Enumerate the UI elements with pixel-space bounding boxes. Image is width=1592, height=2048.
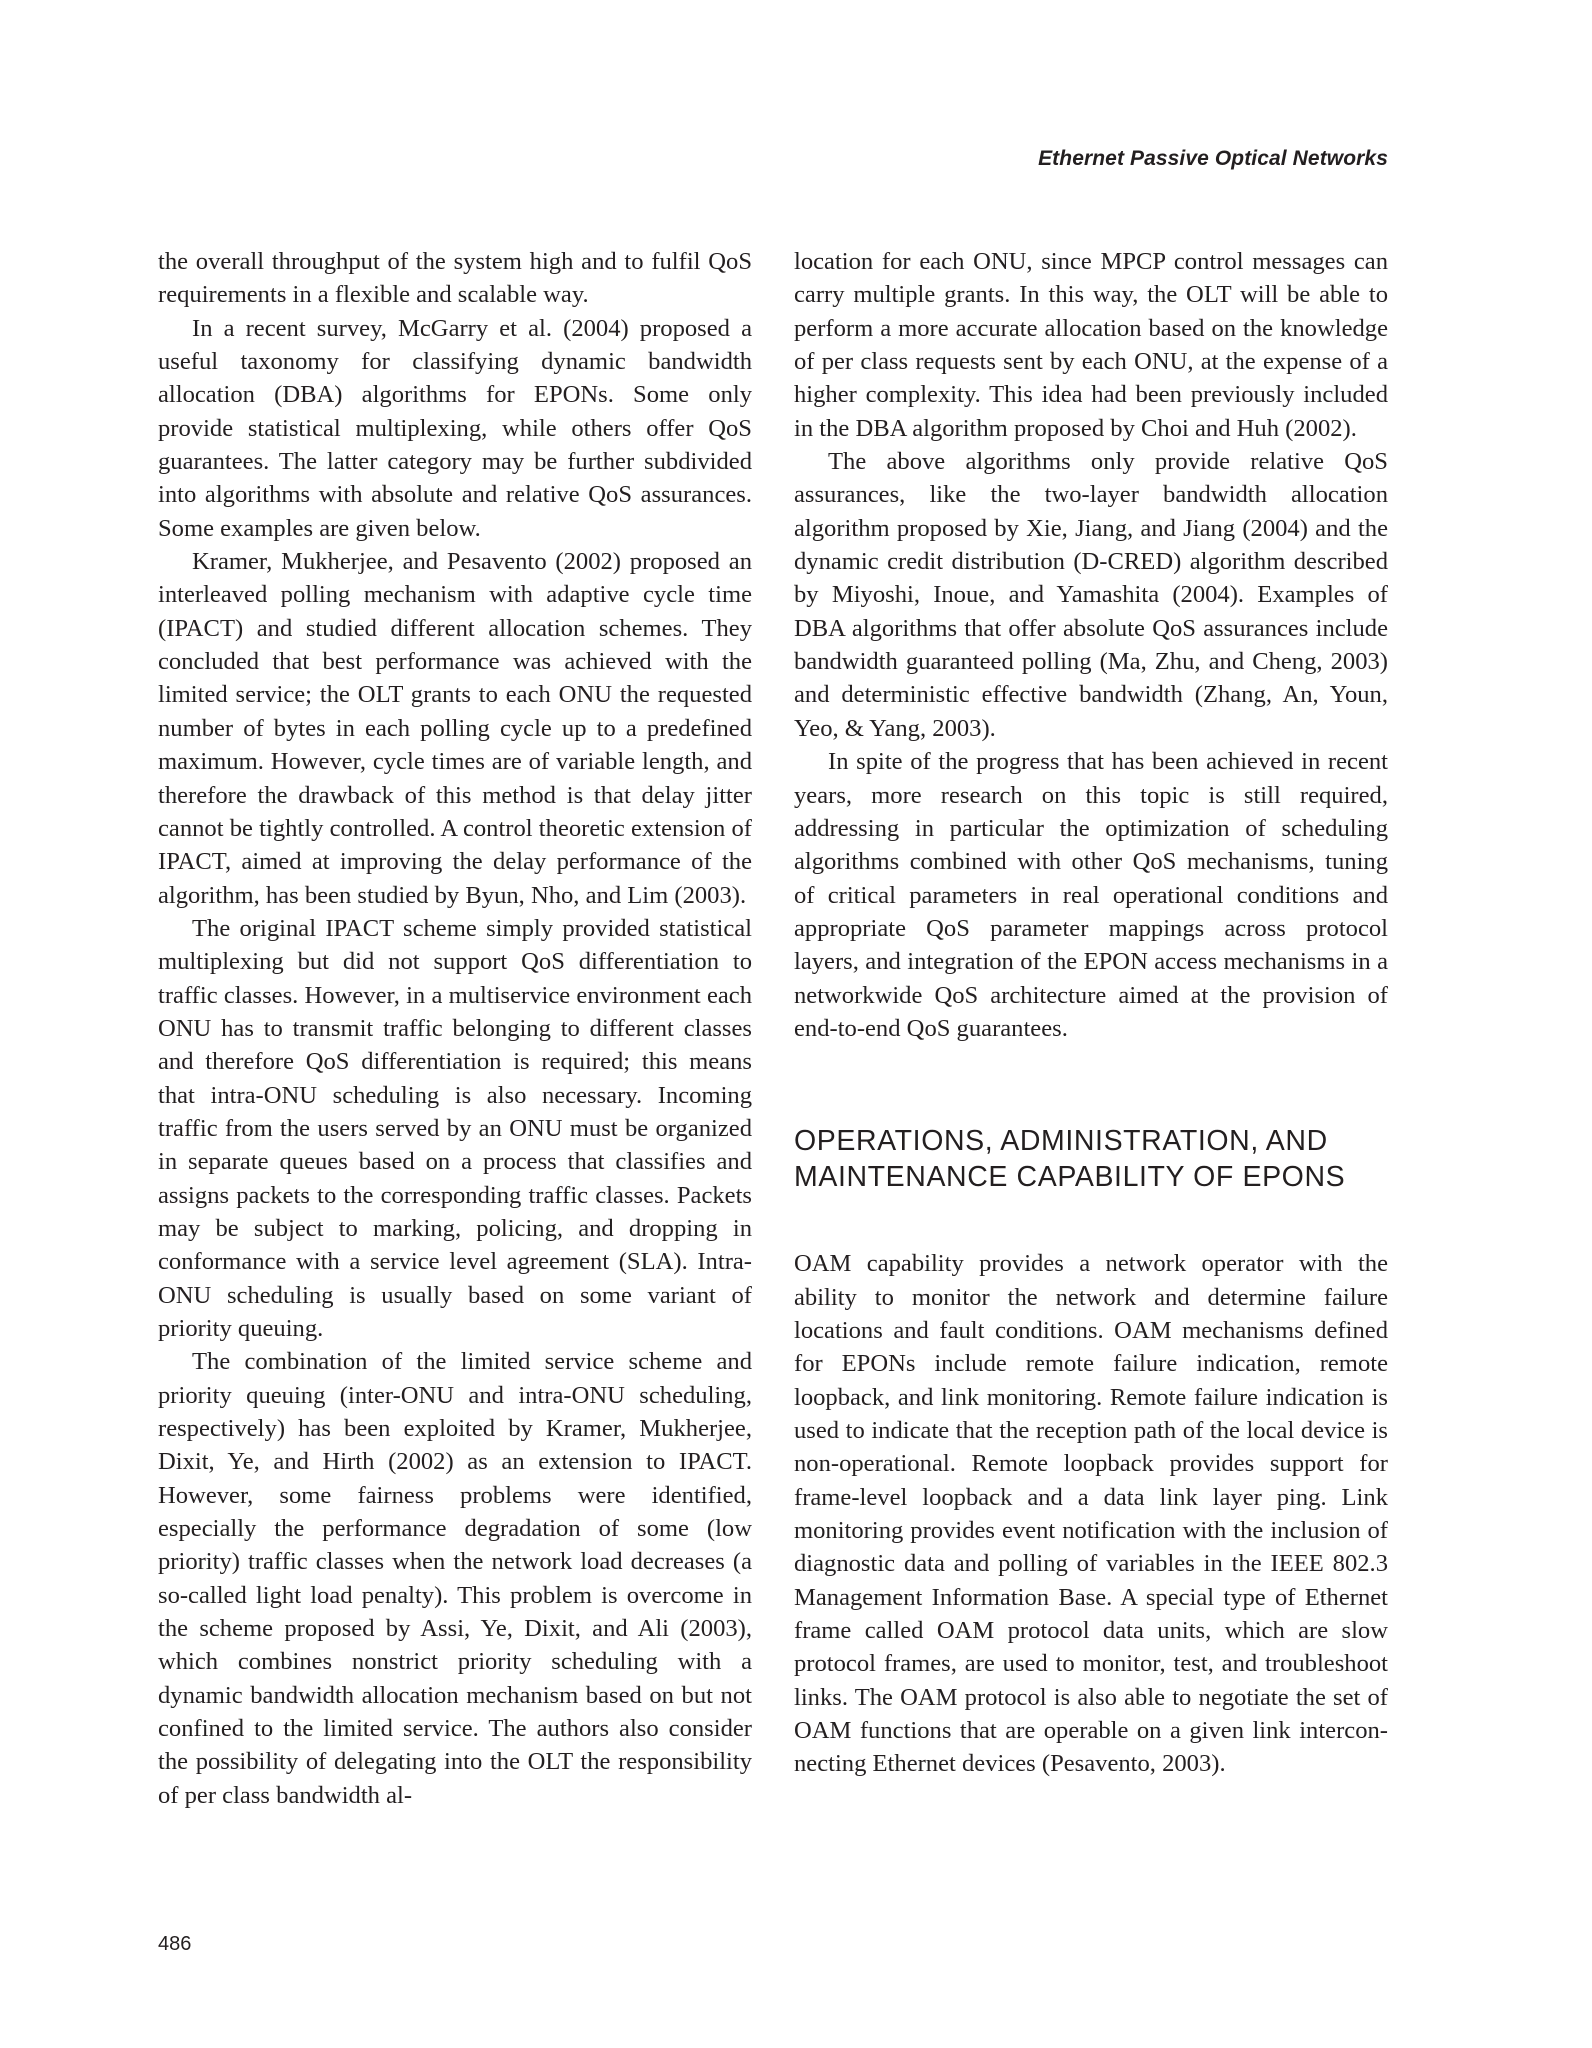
right-column: [794, 245, 1388, 1781]
left-column: [158, 245, 752, 1812]
paragraph: location for each ONU, since MPCP control messages can carry multiple grants. In this way, the OLT will be able to perform a more accurate allocation based on the knowledge of per class requests sent by each ONU, at the expense of a higher complexity. This idea had been previously included in the DBA algorithm proposed by Choi and Huh (2002).: [794, 248, 1388, 442]
paragraph: The above algorithms only provide relative QoS assurances, like the two-layer bandwidth allocation algorithm proposed by Xie, Jiang, and Jiang (2004) and the dynamic credit distribution (D-CRED) algorithm described by Miyoshi, Inoue, and Yamashita (2004). Examples of DBA algorithms that offer absolute QoS assurances include bandwidth guaranteed polling (Ma, Zhu, and Cheng, 2003) and deterministic effective bandwidth (Zhang, An, Youn, Yeo, & Yang, 2003).: [794, 448, 1388, 742]
section-paragraph: OAM capability provides a network operator with the ability to monitor the network and determine failure locations and fault conditions. OAM mechanisms defined for EPONs include remote failure indication, remote loopback, and link monitoring. Remote failure indication is used to indicate that the reception path of the local device is non-operational. Remote loopback provides support for frame-level loopback and a data link layer ping. Link monitoring provides event notification with the inclusion of diagnostic data and polling of variables in the IEEE 802.3 Management Information Base. A special type of Ethernet frame called OAM protocol data units, which are slow protocol frames, are used to monitor, test, and troubleshoot links. The OAM protocol is also able to negotiate the set of OAM functions that are operable on a given link interconnecting Ethernet devices (Pesavento, 2003).: [794, 1250, 1388, 1778]
page-number: 486: [158, 1933, 192, 1955]
paragraph: the overall throughput of the system high and to fulfil QoS requirements in a flexible and scalable way.: [158, 248, 752, 309]
section-heading: [794, 1123, 1388, 1195]
running-header: Ethernet Passive Optical Networks: [1038, 147, 1388, 170]
paragraph: In a recent survey, McGarry et al. (2004) proposed a useful taxonomy for classifying dynamic bandwidth allocation (DBA) algorithms for EPONs. Some only provide statistical multiplexing, while others offer QoS guarantees. The latter category may be further subdivided into algorithms with absolute and relative QoS assurances. Some examples are given below.: [158, 314, 752, 542]
paragraph: Kramer, Mukherjee, and Pesavento (2002) proposed an interleaved polling mechanism with adaptive cycle time (IPACT) and studied different allocation schemes. They concluded that best performance was achieved with the limited service; the OLT grants to each ONU the requested number of bytes in each polling cycle up to a predefined maximum. However, cycle times are of variable length, and therefore the drawback of this method is that delay jitter cannot be tightly controlled. A control theoretic extension of IPACT, aimed at improving the delay performance of the algorithm, has been studied by Byun, Nho, and Lim (2003).: [158, 548, 752, 909]
section-heading-line: MAINTENANCE CAPABILITY OF EPONS: [794, 1161, 1346, 1194]
paragraph: The combination of the limited service scheme and priority queuing (inter-ONU and intra-ONU scheduling, respectively) has been exploited by Kramer, Mukherjee, Dixit, Ye, and Hirth (2002) as an extension to IPACT. However, some fairness problems were identified, especially the performance degradation of some (low priority) traffic classes when the network load decreases (a so-called light load penalty). This problem is overcome in the scheme proposed by Assi, Ye, Dixit, and Ali (2003), which combines nonstrict priority scheduling with a dynamic bandwidth allocation mechanism based on but not confined to the limited service. The authors also consider the possibility of delegating into the OLT the responsibility of per class bandwidth al-: [158, 1348, 752, 1809]
paragraph: The original IPACT scheme simply provided statistical multiplexing but did not support QoS differentiation to traffic classes. However, in a multiservice environment each ONU has to transmit traffic belonging to different classes and therefore QoS differentiation is required; this means that intra-ONU scheduling is also necessary. Incoming traffic from the users served by an ONU must be organized in separate queues based on a process that classifies and assigns packets to the corresponding traffic classes. Packets may be subject to marking, policing, and dropping in conformance with a service level agreement (SLA). Intra-ONU scheduling is usually based on some variant of priority queuing.: [158, 914, 752, 1342]
paragraph: In spite of the progress that has been achieved in recent years, more research on this topic is still required, addressing in particular the optimization of scheduling algorithms combined with other QoS mechanisms, tuning of critical parameters in real operational conditions and appropriate QoS parameter mappings across protocol layers, and integration of the EPON access mechanisms in a networkwide QoS architecture aimed at the provision of end-to-end QoS guarantees.: [794, 748, 1388, 1042]
section-heading-line: OPERATIONS, ADMINISTRATION, AND: [794, 1125, 1328, 1158]
